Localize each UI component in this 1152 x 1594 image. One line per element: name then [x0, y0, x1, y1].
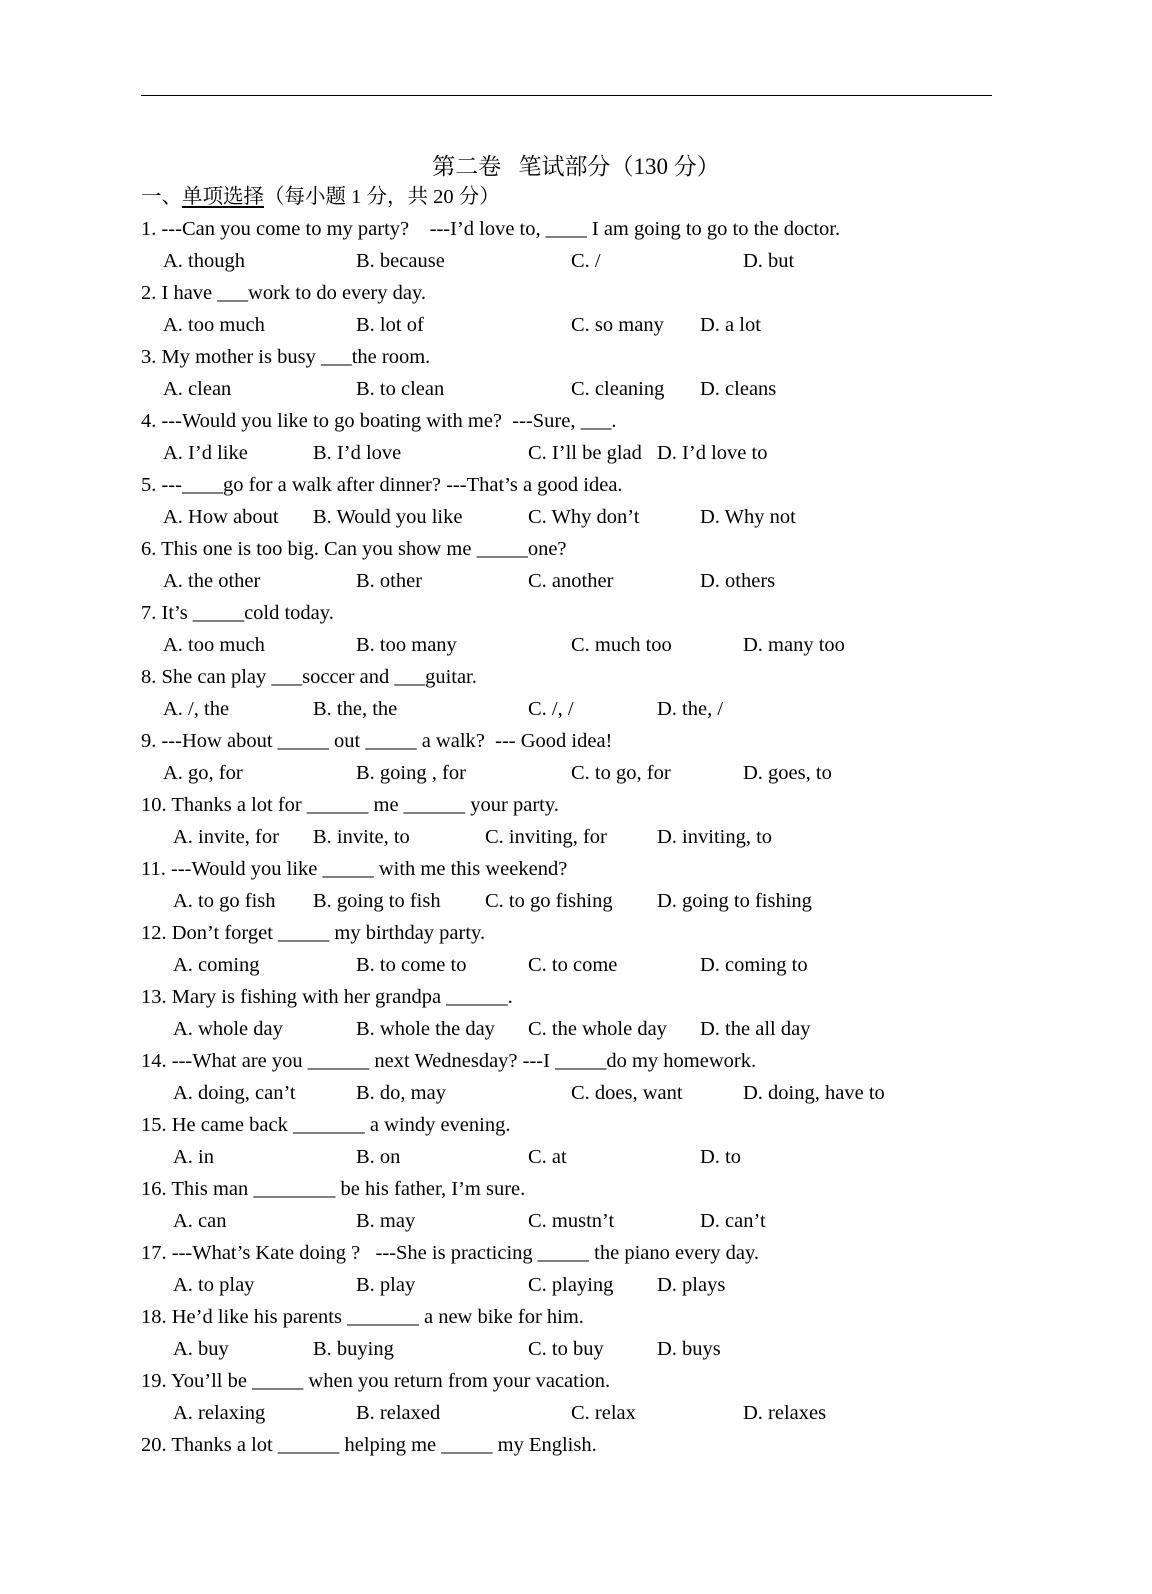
- answer-option: D. a lot: [700, 314, 761, 336]
- answer-option: C. Why don’t: [528, 506, 640, 528]
- answer-option: C. I’ll be glad: [528, 442, 642, 464]
- answer-option: C. to go fishing: [485, 890, 613, 912]
- question-stem: 6. This one is too big. Can you show me _____one?: [141, 538, 567, 560]
- answer-option: A. to play: [173, 1274, 255, 1296]
- section-prefix: 一、: [141, 186, 182, 208]
- question-stem: 18. He’d like his parents _______ a new bike for him.: [141, 1306, 584, 1328]
- question-stem: 3. My mother is busy ___the room.: [141, 346, 431, 368]
- answer-option: C. at: [528, 1146, 567, 1168]
- section-heading: [141, 181, 500, 213]
- question-stem: 16. This man ________ be his father, I’m sure.: [141, 1178, 526, 1200]
- answer-option: D. doing, have to: [743, 1082, 885, 1104]
- answer-option: A. doing, can’t: [173, 1082, 296, 1104]
- answer-option: C. inviting, for: [485, 826, 607, 848]
- answer-option: A. though: [163, 250, 245, 272]
- answer-option: B. relaxed: [356, 1402, 441, 1424]
- answer-option: A. relaxing: [173, 1402, 266, 1424]
- answer-option: D. to: [700, 1146, 741, 1168]
- question-stem: 19. You’ll be _____ when you return from your vacation.: [141, 1370, 611, 1392]
- question-stem: 12. Don’t forget _____ my birthday party.: [141, 922, 486, 944]
- header-rule: [141, 95, 992, 96]
- answer-option: D. plays: [657, 1274, 726, 1296]
- answer-option: A. buy: [173, 1338, 229, 1360]
- question-stem: 8. She can play ___soccer and ___guitar.: [141, 666, 477, 688]
- answer-option: C. to come: [528, 954, 618, 976]
- answer-option: B. going to fish: [313, 890, 441, 912]
- question-stem: 11. ---Would you like _____ with me this weekend?: [141, 858, 568, 880]
- answer-option: B. to come to: [356, 954, 467, 976]
- answer-option: B. invite, to: [313, 826, 410, 848]
- answer-option: D. I’d love to: [657, 442, 768, 464]
- answer-option: B. Would you like: [313, 506, 463, 528]
- answer-option: D. going to fishing: [657, 890, 812, 912]
- question-stem: 20. Thanks a lot ______ helping me _____ my English.: [141, 1434, 597, 1456]
- answer-option: A. the other: [163, 570, 261, 592]
- answer-option: D. Why not: [700, 506, 796, 528]
- answer-option: D. inviting, to: [657, 826, 773, 848]
- answer-option: A. too much: [163, 634, 265, 656]
- answer-option: D. the all day: [700, 1018, 811, 1040]
- answer-option: C. relax: [571, 1402, 636, 1424]
- question-stem: 5. ---____go for a walk after dinner? ---That’s a good idea.: [141, 474, 623, 496]
- answer-option: D. others: [700, 570, 776, 592]
- answer-option: C. /: [571, 250, 601, 272]
- question-stem: 1. ---Can you come to my party? ---I’d love to, ____ I am going to go to the doctor.: [141, 218, 841, 240]
- answer-option: D. many too: [743, 634, 845, 656]
- question-stem: 7. It’s _____cold today.: [141, 602, 334, 624]
- section-note: （每小题 1 分，共 20 分）: [264, 186, 500, 208]
- question-stem: 10. Thanks a lot for ______ me ______ your party.: [141, 794, 559, 816]
- answer-option: B. too many: [356, 634, 457, 656]
- answer-option: A. go, for: [163, 762, 243, 784]
- answer-option: D. coming to: [700, 954, 808, 976]
- answer-option: C. /, /: [528, 698, 574, 720]
- question-stem: 17. ---What’s Kate doing ? ---She is practicing _____ the piano every day.: [141, 1242, 760, 1264]
- answer-option: C. does, want: [571, 1082, 683, 1104]
- answer-option: C. another: [528, 570, 614, 592]
- question-stem: 15. He came back _______ a windy evening.: [141, 1114, 511, 1136]
- paper-title: 第二卷 笔试部分（130 分）: [432, 154, 720, 179]
- answer-option: B. other: [356, 570, 423, 592]
- answer-option: D. but: [743, 250, 795, 272]
- answer-option: D. relaxes: [743, 1402, 827, 1424]
- question-stem: 14. ---What are you ______ next Wednesday? ---I _____do my homework.: [141, 1050, 757, 1072]
- answer-option: C. the whole day: [528, 1018, 667, 1040]
- answer-option: B. going , for: [356, 762, 466, 784]
- answer-option: D. cleans: [700, 378, 777, 400]
- answer-option: C. much too: [571, 634, 672, 656]
- answer-option: B. to clean: [356, 378, 445, 400]
- answer-option: D. can’t: [700, 1210, 766, 1232]
- answer-option: A. /, the: [163, 698, 230, 720]
- answer-option: B. may: [356, 1210, 416, 1232]
- answer-option: C. cleaning: [571, 378, 665, 400]
- answer-option: B. play: [356, 1274, 416, 1296]
- answer-option: A. too much: [163, 314, 265, 336]
- answer-option: C. to go, for: [571, 762, 671, 784]
- answer-option: A. to go fish: [173, 890, 276, 912]
- answer-option: C. mustn’t: [528, 1210, 615, 1232]
- answer-option: B. I’d love: [313, 442, 402, 464]
- answer-option: A. How about: [163, 506, 279, 528]
- answer-option: B. lot of: [356, 314, 424, 336]
- answer-option: D. buys: [657, 1338, 721, 1360]
- question-stem: 4. ---Would you like to go boating with me? ---Sure, ___.: [141, 410, 617, 432]
- question-stem: 2. I have ___work to do every day.: [141, 282, 427, 304]
- answer-option: A. can: [173, 1210, 227, 1232]
- answer-option: A. I’d like: [163, 442, 248, 464]
- answer-option: B. on: [356, 1146, 401, 1168]
- answer-option: B. do, may: [356, 1082, 446, 1104]
- answer-option: B. whole the day: [356, 1018, 495, 1040]
- answer-option: A. whole day: [173, 1018, 283, 1040]
- answer-option: B. because: [356, 250, 445, 272]
- answer-option: A. clean: [163, 378, 232, 400]
- section-name: 单项选择: [182, 186, 264, 208]
- question-stem: 9. ---How about _____ out _____ a walk? --- Good idea!: [141, 730, 613, 752]
- answer-option: D. goes, to: [743, 762, 832, 784]
- answer-option: C. to buy: [528, 1338, 604, 1360]
- answer-option: A. coming: [173, 954, 260, 976]
- answer-option: B. buying: [313, 1338, 394, 1360]
- answer-option: B. the, the: [313, 698, 398, 720]
- answer-option: A. invite, for: [173, 826, 279, 848]
- question-stem: 13. Mary is fishing with her grandpa ______.: [141, 986, 513, 1008]
- answer-option: D. the, /: [657, 698, 724, 720]
- answer-option: C. playing: [528, 1274, 614, 1296]
- answer-option: C. so many: [571, 314, 664, 336]
- answer-option: A. in: [173, 1146, 214, 1168]
